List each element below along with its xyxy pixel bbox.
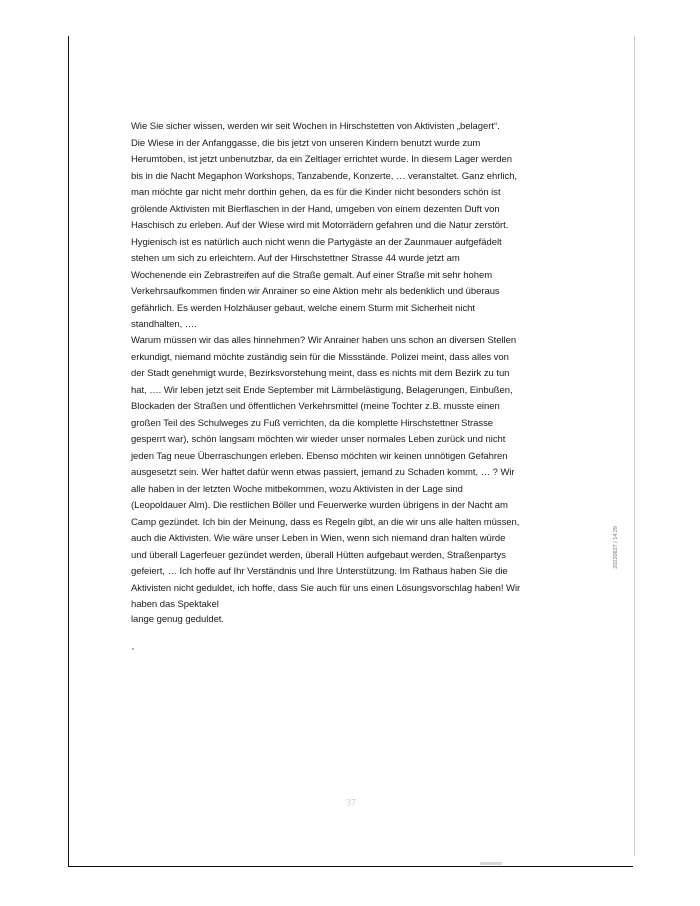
text-line: grölende Aktivisten mit Bierflaschen in der Hand, umgeben von einem dezenten Duft von: [131, 203, 500, 215]
text-line: großen Teil des Schulweges zu Fuß verrichten, da die komplette Hirschstettner Strasse: [131, 417, 494, 429]
page-number: 37: [346, 798, 356, 809]
text-line: bis in die Nacht Megaphon Workshops, Tanzabende, Konzerte, … veranstaltet. Ganz ehrlich,: [131, 170, 518, 182]
text-line: stehen um sich zu erleichtern. Auf der Hirschstettner Strasse 44 wurde jetzt am: [131, 253, 460, 264]
paper-sheet: [68, 36, 633, 867]
text-line: alle haben in der letzten Woche mitbekommen, wozu Aktivisten in der Lage sind: [131, 483, 463, 495]
scan-stamp: 20220827 | 14:29: [613, 526, 619, 569]
text-line: Haschisch zu erleben. Auf der Wiese wird mit Motorrädern gefahren und die Natur zerstört.: [131, 220, 509, 231]
text-line: Die Wiese in der Anfanggasse, die bis jetzt von unseren Kindern benutzt wurde zum: [131, 137, 481, 149]
text-line: Hygienisch ist es natürlich auch nicht wenn die Partygäste an der Zaunmauer aufgefädelt: [131, 236, 502, 248]
text-line: gesperrt war), schön langsam möchten wir wieder unser normales Leben zurück und nicht: [131, 434, 506, 445]
text-line: Verkehrsaufkommen finden wir Anrainer so eine Aktion mehr als bedenklich und überaus: [131, 286, 500, 297]
text-line: auch die Aktivisten. Wie wäre unser Leben in Wien, wenn sich niemand dran halten würde: [131, 533, 506, 544]
text-line: Warum müssen wir das alles hinnehmen? Wir Anrainer haben uns schon an diversen Stellen: [131, 335, 517, 346]
text-line: der Stadt genehmigt wurde, Bezirksvorstehung meint, dass es nichts mit dem Bezirk zu tun: [131, 368, 510, 379]
text-line: Aktivisten nicht geduldet, ich hoffe, dass Sie auch für uns einen Lösungsvorschlag haben! Wir: [131, 582, 521, 594]
text-line: gefährlich. Es werden Holzhäuser gebaut, welche einem Sturm mit Sicherheit nicht: [131, 302, 475, 314]
text-line: Wie Sie sicher wissen, werden wir seit Wochen in Hirschstetten von Aktivisten „belagert“.: [131, 121, 500, 132]
text-line: standhalten, ….: [131, 319, 197, 330]
paragraph-1: [131, 119, 551, 334]
sheet-edge: [634, 36, 635, 856]
text-line: gefeiert, … Ich hoffe auf Ihr Verständnis und Ihre Unterstützung. Im Rathaus haben Sie die: [131, 566, 508, 577]
text-line: haben das Spektakel: [131, 599, 219, 610]
scan-speck: [132, 648, 134, 650]
paragraph-3: [131, 612, 551, 629]
scan-mark: [480, 862, 502, 865]
text-line: man möchte gar nicht mehr dorthin gehen, da es für die Kinder nicht besonders schön ist: [131, 187, 501, 198]
text-line: hat, …. Wir leben jetzt seit Ende September mit Lärmbelästigung, Belagerungen, Einbußen,: [131, 384, 513, 396]
text-line: und überall Lagerfeuer gezündet werden, überall Hütten aufgebaut werden, Straßenpartys: [131, 549, 506, 561]
text-line: Blockaden der Straßen und öffentlichen Verkehrsmittel (meine Tochter z.B. musste einen: [131, 401, 500, 412]
text-line: erkundigt, niemand möchte zuständig sein für die Missstände. Polizei meint, dass alles von: [131, 351, 509, 363]
text-line: Camp gezündet. Ich bin der Meinung, dass es Regeln gibt, an die wir uns alle halten müssen,: [131, 516, 520, 528]
text-line: lange genug geduldet.: [131, 614, 224, 625]
text-line: jeden Tag neue Überraschungen erleben. Ebenso möchten wir keinen unnötigen Gefahren: [131, 450, 508, 462]
paragraph-2: [131, 333, 551, 614]
text-line: ausgesetzt sein. Wer haftet dafür wenn etwas passiert, jemand zu Schaden kommt, … ? Wir: [131, 467, 515, 478]
text-line: Herumtoben, ist jetzt unbenutzbar, da ein Zeltlager errichtet wurde. In diesem Lager werden: [131, 154, 512, 165]
text-line: Wochenende ein Zebrastreifen auf die Straße gemalt. Auf einer Straße mit sehr hohem: [131, 269, 493, 281]
text-line: (Leopoldauer Alm). Die restlichen Böller und Feuerwerke wurden übrigens in der Nacht am: [131, 500, 508, 511]
